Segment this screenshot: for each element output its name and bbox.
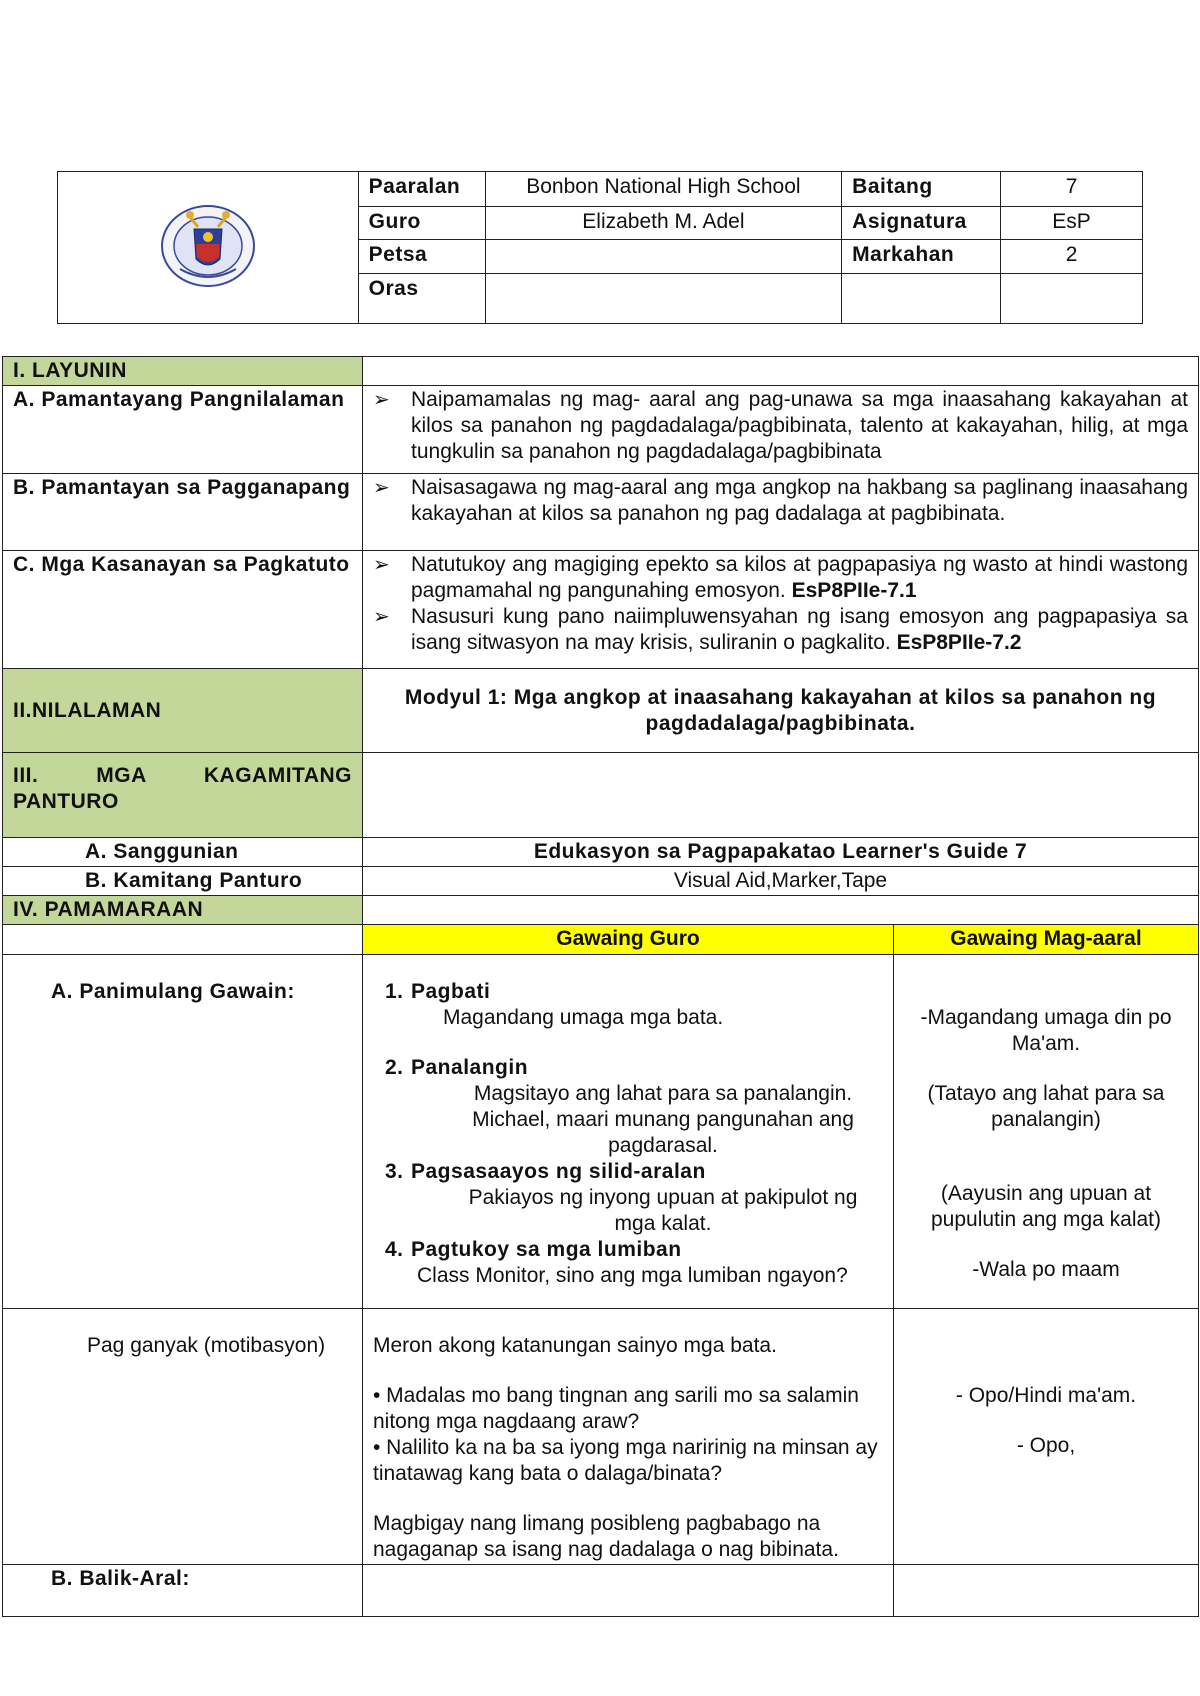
list-item: ➢ Naisasagawa ng mag-aaral ang mga angkop na hakbang sa paglinang inaasahang kakayahan at kilos sa panahon ng pag dadalaga at pagbibinata. xyxy=(373,476,1188,525)
motivation-answers-cell xyxy=(894,1309,1199,1565)
performance-standard-label: B. Pamantayan sa Pagganapang xyxy=(3,474,363,551)
lesson-plan-table xyxy=(2,356,1199,1617)
learning-materials-value: Visual Aid,Marker,Tape xyxy=(363,867,1199,896)
arrow-bullet-icon: ➢ xyxy=(373,554,390,576)
content-standard-cell xyxy=(363,386,1199,474)
references-value: Edukasyon sa Pagpapakatao Learner's Guide 7 xyxy=(363,838,1199,867)
student-response: - Opo/Hindi ma'am. xyxy=(955,1384,1137,1407)
list-item: ➢ Natutukoy ang magiging epekto sa kilos at pagpapasiya ng wasto at hindi wastong pagmamahal ng pangunahing emosyon. EsP8PIIe-7.1 xyxy=(373,553,1188,602)
materials-label: III. MGA KAGAMITANG PANTURO xyxy=(3,753,363,838)
step-text: Magsitayo ang lahat para sa panalangin. Michael, maari munang pangunahan ang pagdarasal. xyxy=(472,1082,854,1157)
motivation-label: Pag ganyak (motibasyon) xyxy=(3,1309,363,1565)
student-response: (Tatayo ang lahat para sa panalangin) xyxy=(927,1082,1165,1131)
school-label: Paaralan xyxy=(358,172,485,207)
date-value xyxy=(485,240,842,274)
step-title: 3. Pagsasaayos ng silid-aralan xyxy=(385,1160,706,1183)
list-item: ➢ Naipamamalas ng mag- aaral ang pag-unawa sa mga inaasahang kakayahan at kilos sa panahon ng pagdadalaga/pagbibinata, talento at kakayahan, hilig, at mga tungkulin sa panahon ng pagdadalaga/pagbibinata xyxy=(373,388,1188,463)
school-value: Bonbon National High School xyxy=(485,172,842,207)
step-text: Class Monitor, sino ang mga lumiban ngayon? xyxy=(417,1264,848,1287)
competency-code: EsP8PIIe-7.2 xyxy=(896,631,1022,654)
objectives-title: I. LAYUNIN xyxy=(3,357,363,386)
header-table xyxy=(57,171,1143,324)
time-label: Oras xyxy=(358,274,485,324)
arrow-bullet-icon: ➢ xyxy=(373,477,390,499)
performance-standard-cell xyxy=(363,474,1199,551)
grade-label: Baitang xyxy=(842,172,1001,207)
student-response: -Magandang umaga din po Ma'am. xyxy=(920,1006,1172,1055)
arrow-bullet-icon: ➢ xyxy=(373,606,390,628)
motivation-question: • Madalas mo bang tingnan ang sarili mo sa salamin nitong mga nagdaang araw? xyxy=(373,1384,859,1433)
student-activity-header: Gawaing Mag-aaral xyxy=(894,925,1199,955)
empty-cell xyxy=(894,1565,1199,1617)
competencies-label: C. Mga Kasanayan sa Pagkatuto xyxy=(3,551,363,669)
content-label: II.NILALAMAN xyxy=(3,669,363,753)
competency-code: EsP8PIIe-7.1 xyxy=(791,579,917,602)
teacher-activities-cell xyxy=(363,955,894,1309)
motivation-intro: Meron akong katanungan sainyo mga bata. xyxy=(373,1334,777,1357)
procedure-label: IV. PAMAMARAAN xyxy=(3,896,363,925)
content-standard-label: A. Pamantayang Pangnilalaman xyxy=(3,386,363,474)
content-text: Modyul 1: Mga angkop at inaasahang kakayahan at kilos sa panahon ng pagdadalaga/pagbibinata. xyxy=(363,669,1199,753)
teacher-activity-header: Gawaing Guro xyxy=(363,925,894,955)
empty-cell xyxy=(842,274,1001,324)
empty-cell xyxy=(363,753,1199,838)
list-item: ➢ Nasusuri kung pano naiimpluwensyahan ng isang emosyon ang pagpapasiya sa isang sitwasyon na may krisis, suliranin o pagkalito. EsP8PIIe-7.2 xyxy=(373,605,1188,654)
time-value xyxy=(485,274,842,324)
motivation-task: Magbigay nang limang posibleng pagbabago na nagaganap sa isang nag dadalaga o nag bibinata. xyxy=(373,1512,839,1561)
preliminary-activities-label: A. Panimulang Gawain: xyxy=(3,955,363,1309)
step-title: 1. Pagbati xyxy=(385,980,491,1003)
empty-cell xyxy=(1001,274,1143,324)
teacher-value: Elizabeth M. Adel xyxy=(485,207,842,240)
subject-value: EsP xyxy=(1001,207,1143,240)
student-activities-cell xyxy=(894,955,1199,1309)
review-label: B. Balik-Aral: xyxy=(3,1565,363,1617)
student-response: - Opo, xyxy=(1016,1434,1076,1457)
grade-value: 7 xyxy=(1001,172,1143,207)
motivation-cell xyxy=(363,1309,894,1565)
teacher-label: Guro xyxy=(358,207,485,240)
step-text: Magandang umaga mga bata. xyxy=(443,1006,724,1029)
logo-cell xyxy=(58,172,359,324)
empty-cell xyxy=(363,357,1199,386)
date-label: Petsa xyxy=(358,240,485,274)
arrow-bullet-icon: ➢ xyxy=(373,389,390,411)
step-title: 2. Panalangin xyxy=(385,1056,529,1079)
empty-cell xyxy=(363,1565,894,1617)
empty-cell xyxy=(363,896,1199,925)
step-title: 4. Pagtukoy sa mga lumiban xyxy=(385,1238,682,1261)
quarter-label: Markahan xyxy=(842,240,1001,274)
student-response: -Wala po maam xyxy=(972,1258,1120,1281)
step-text: Pakiayos ng inyong upuan at pakipulot ng mga kalat. xyxy=(468,1186,858,1235)
student-response: (Aayusin ang upuan at pupulutin ang mga kalat) xyxy=(931,1182,1161,1231)
quarter-value: 2 xyxy=(1001,240,1143,274)
deped-seal-icon xyxy=(158,199,258,289)
references-label: A. Sanggunian xyxy=(3,838,363,867)
empty-cell xyxy=(3,925,363,955)
learning-materials-label: B. Kamitang Panturo xyxy=(3,867,363,896)
motivation-question: • Nalilito ka na ba sa iyong mga naririnig na minsan ay tinatawag kang bata o dalaga/binata? xyxy=(373,1436,878,1485)
competencies-cell xyxy=(363,551,1199,669)
subject-label: Asignatura xyxy=(842,207,1001,240)
